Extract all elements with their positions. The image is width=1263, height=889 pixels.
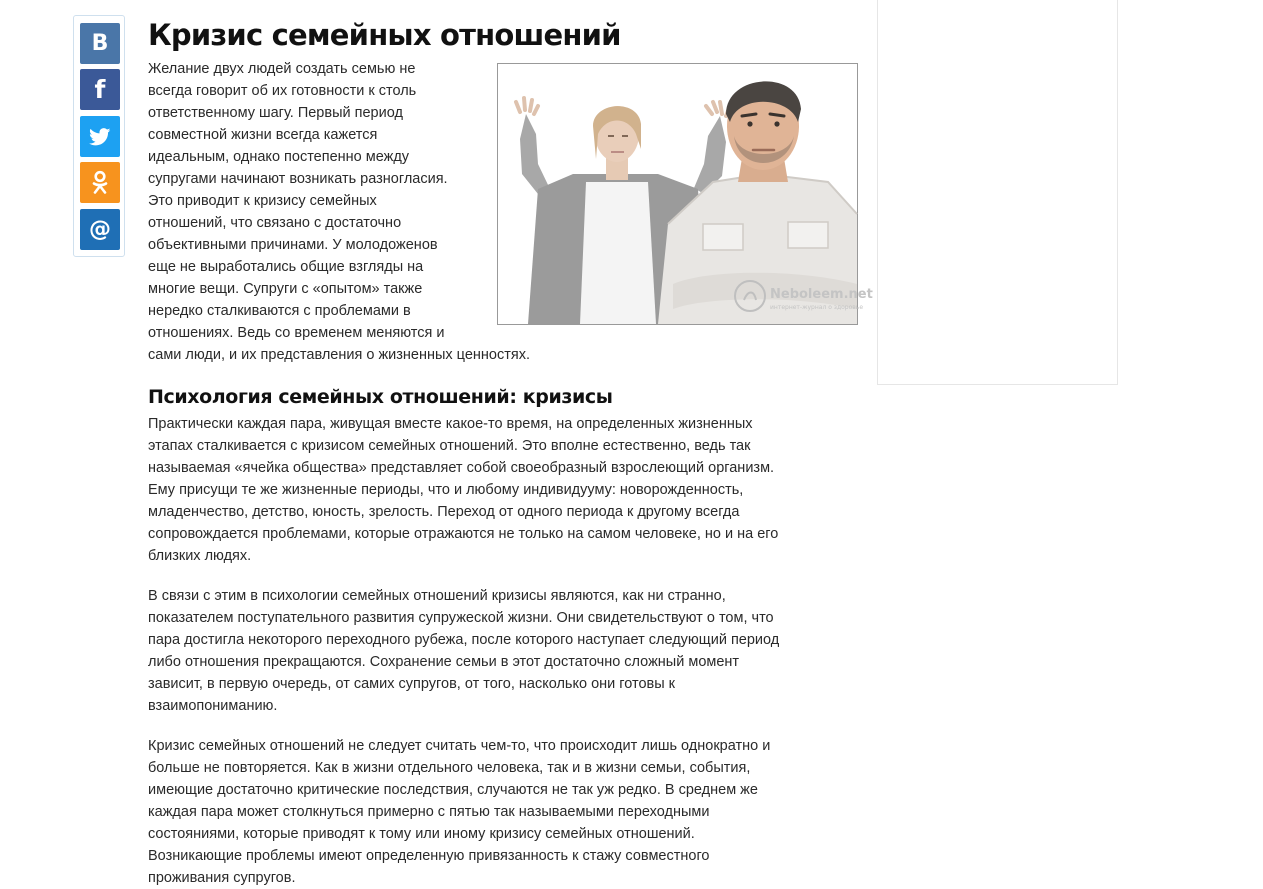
intro-line: отношениях. Ведь со временем меняются и	[148, 325, 445, 341]
paragraph-line: В связи с этим в психологии семейных отношений кризисы являются, как ни странно,	[148, 588, 726, 604]
intro-line: отношений, что связано с достаточно	[148, 215, 402, 231]
paragraph-line: близких людях.	[148, 548, 252, 564]
share-mail-button[interactable]	[80, 209, 120, 250]
paragraph-line: каждая пара может столкнуться примерно с пятью так называемыми переходными	[148, 804, 710, 820]
intro-block	[148, 58, 873, 363]
intro-line: всегда говорит об их готовности к столь	[148, 83, 417, 99]
paragraph-line: Кризис семейных отношений не следует считать чем-то, что происходит лишь однократно и	[148, 738, 771, 754]
paragraph-line: Практически каждая пара, живущая вместе какое-то время, на определенных жизненных	[148, 416, 753, 432]
intro-line: ответственному шагу. Первый период	[148, 105, 403, 121]
paragraph-line: либо отношения прекращаются. Сохранение семьи в этот достаточно сложный момент	[148, 654, 740, 670]
facebook-icon: f	[94, 75, 106, 104]
intro-line: объективными причинами. У молодоженов	[148, 237, 438, 253]
share-facebook-button[interactable]	[80, 69, 120, 110]
paragraph-line: сопровождается проблемами, которые отражаются не только на самом человеке, но и на его	[148, 526, 779, 542]
paragraph-line: состояниями, которые приводят к тому или иному кризису семейных отношений.	[148, 826, 695, 842]
intro-line: Желание двух людей создать семью не	[148, 61, 416, 77]
article-image	[497, 63, 873, 325]
paragraph-line: зависит, в первую очередь, от самих супругов, от того, насколько они готовы к	[148, 676, 676, 692]
watermark-subtext: интернет-журнал о здоровье	[770, 304, 864, 311]
intro-line: сами люди, и их представления о жизненных ценностях.	[148, 347, 530, 363]
intro-line: Это приводит к кризису семейных	[148, 193, 377, 209]
paragraph-line: этапах сталкивается с кризисом семейных отношений. Это вполне естественно, ведь так	[148, 438, 751, 454]
paragraph-line: называемая «ячейка общества» представляет собой своеобразный взрослеющий организм.	[148, 460, 775, 476]
paragraph-line: младенчество, детство, юность, зрелость. Переход от одного периода к другому всегда	[148, 504, 740, 520]
share-twitter-button[interactable]	[80, 116, 120, 157]
body-paragraph-2	[148, 585, 860, 717]
article	[148, 14, 873, 363]
paragraph-line: Ему присущи те же жизненные периоды, что и любому индивидууму: новорожденность,	[148, 482, 744, 498]
intro-line: еще не выработались общие взгляды на	[148, 259, 424, 275]
section-title: Психология семейных отношений: кризисы	[148, 386, 613, 408]
intro-line: совместной жизни всегда кажется	[148, 127, 378, 143]
paragraph-line: больше не повторяется. Как в жизни отдельного человека, так и в жизни семьи, события,	[148, 760, 751, 776]
vk-icon: В	[91, 30, 109, 56]
body-paragraph-3	[148, 735, 860, 889]
share-odnoklassniki-button[interactable]	[80, 162, 120, 203]
watermark-text: Neboleem.net	[770, 287, 873, 302]
share-vk-button[interactable]	[80, 23, 120, 64]
intro-line: многие вещи. Супруги с «опытом» также	[148, 281, 423, 297]
paragraph-line: взаимопониманию.	[148, 698, 278, 714]
paragraph-line: показателем поступательного развития супружеской жизни. Они свидетельствуют о том, что	[148, 610, 774, 626]
paragraph-line: пара достигла некоторого переходного рубежа, после которого наступает следующий период	[148, 632, 780, 648]
paragraph-line: Возникающие проблемы имеют определенную привязанность к стажу совместного	[148, 848, 710, 864]
paragraph-line: имеющие достаточно критические последствия, случаются не так уж редко. В среднем же	[148, 782, 758, 798]
share-panel	[73, 15, 125, 257]
intro-line: идеальным, однако постепенно между	[148, 149, 410, 165]
mail-at-icon: @	[89, 216, 111, 242]
sidebar-box	[877, 0, 1118, 385]
twitter-bird-icon	[89, 128, 111, 146]
intro-line: супругами начинают возникать разногласия.	[148, 171, 448, 187]
odnoklassniki-icon	[91, 170, 109, 196]
couple-illustration	[498, 64, 873, 324]
paragraph-line: проживания супругов.	[148, 870, 296, 886]
article-title: Кризис семейных отношений	[148, 18, 621, 52]
body-paragraph-1	[148, 413, 860, 567]
intro-line: нередко сталкиваются с проблемами в	[148, 303, 411, 319]
